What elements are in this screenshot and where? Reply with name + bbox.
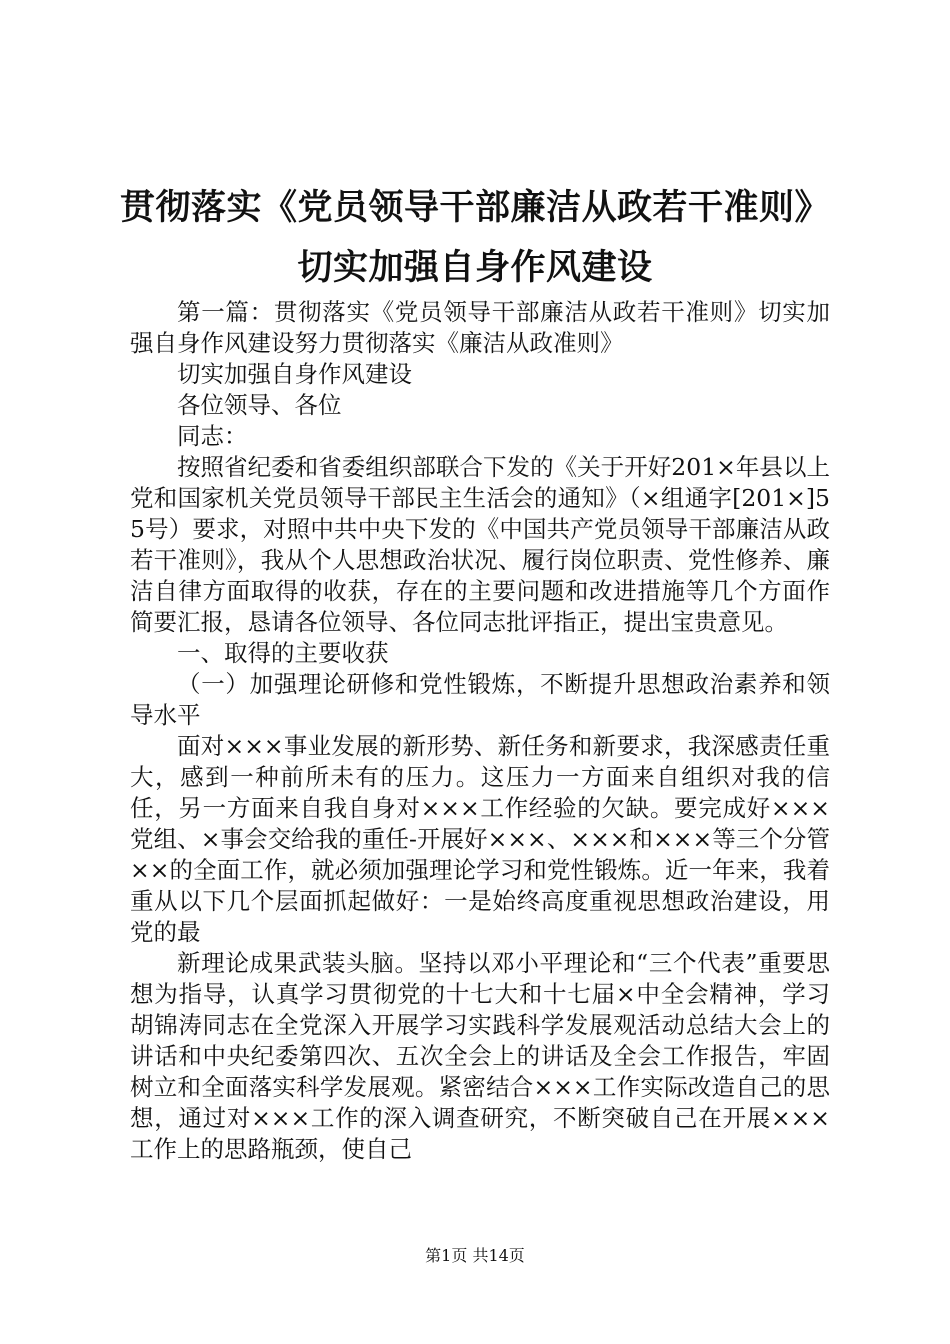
- document-title-line-1: 贯彻落实《党员领导干部廉洁从政若干准则》: [119, 187, 830, 228]
- paragraph-body-1: 按照省纪委和省委组织部联合下发的《关于开好201×年县以上党和国家机关党员领导干部民主生活会的通知》（×组通字[201×]55号）要求，对照中共中央下发的《中国共产党员领导干部廉洁从政若干准则》，我从个人思想政治状况、履行岗位职责、党性修养、廉洁自律方面取得的收获，存在的主要问题和改进措施等几个方面作简要汇报，恳请各位领导、各位同志批评指正，提出宝贵意见。: [130, 453, 830, 636]
- paragraph-salutation-2: 同志：: [177, 422, 248, 450]
- paragraph-body-3: 新理论成果武装头脑。坚持以邓小平理论和“三个代表”重要思想为指导，认真学习贯彻党的十七大和十七届×中全会精神，学习胡锦涛同志在全党深入开展学习实践科学发展观活动总结大会上的讲话和中央纪委第四次、五次全会上的讲话及全会工作报告，牢固树立和全面落实科学发展观。紧密结合×××工作实际改造自己的思想，通过对×××工作的深入调查研究，不断突破自己在开展×××工作上的思路瓶颈，使自己: [130, 949, 830, 1163]
- subsection-heading-1: （一）加强理论研修和党性锻炼，不断提升思想政治素养和领导水平: [130, 670, 830, 729]
- paragraph-salutation-1: 各位领导、各位: [177, 391, 342, 419]
- page-footer: 第1页 共14页: [425, 1246, 525, 1265]
- paragraph-subtitle: 切实加强自身作风建设: [177, 360, 412, 388]
- paragraph-intro: 第一篇：贯彻落实《党员领导干部廉洁从政若干准则》切实加强自身作风建设努力贯彻落实《廉洁从政准则》: [130, 298, 830, 357]
- paragraph-body-2: 面对×××事业发展的新形势、新任务和新要求，我深感责任重大，感到一种前所未有的压力。这压力一方面来自组织对我的信任，另一方面来自我自身对×××工作经验的欠缺。要完成好×××党组、×事会交给我的重任-开展好×××、×××和×××等三个分管××的全面工作，就必须加强理论学习和党性锻炼。近一年来，我着重从以下几个层面抓起做好：一是始终高度重视思想政治建设，用党的最: [130, 732, 830, 946]
- document-body: [130, 297, 830, 1165]
- document-title-line-2: 切实加强自身作风建设: [297, 247, 653, 288]
- section-heading-1: 一、取得的主要收获: [177, 639, 389, 667]
